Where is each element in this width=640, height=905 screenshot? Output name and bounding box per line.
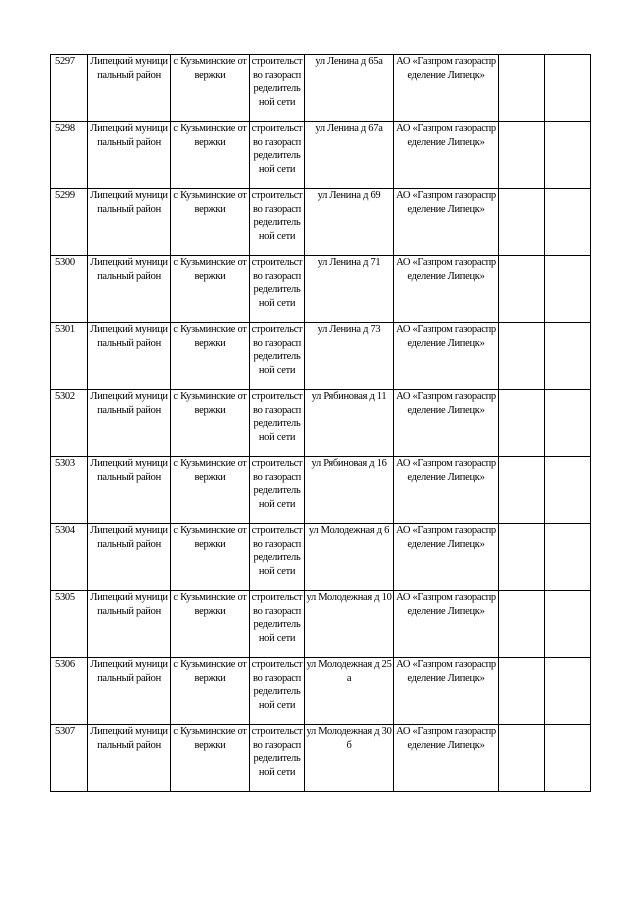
address-cell: ул Молодежная д 10 xyxy=(305,591,394,658)
settlement-cell: с Кузьминские отвержки xyxy=(171,323,250,390)
object-cell: строительство газораспределительной сети xyxy=(250,725,305,792)
organization-cell: АО «Газпром газораспределение Липецк» xyxy=(394,725,499,792)
address-cell: ул Ленина д 69 xyxy=(305,189,394,256)
settlement-cell: с Кузьминские отвержки xyxy=(171,390,250,457)
row-number-cell: 5301 xyxy=(51,323,88,390)
empty-cell xyxy=(545,122,591,189)
empty-cell xyxy=(545,524,591,591)
empty-cell xyxy=(545,55,591,122)
settlement-cell: с Кузьминские отвержки xyxy=(171,256,250,323)
address-cell: ул Молодежная д 6 xyxy=(305,524,394,591)
settlement-cell: с Кузьминские отвержки xyxy=(171,591,250,658)
empty-cell xyxy=(545,457,591,524)
district-cell: Липецкий муниципальный район xyxy=(88,122,171,189)
district-cell: Липецкий муниципальный район xyxy=(88,725,171,792)
organization-cell: АО «Газпром газораспределение Липецк» xyxy=(394,323,499,390)
empty-cell xyxy=(499,658,545,725)
table-row xyxy=(51,323,591,390)
empty-cell xyxy=(499,256,545,323)
row-number-cell: 5302 xyxy=(51,390,88,457)
table-row xyxy=(51,189,591,256)
empty-cell xyxy=(545,189,591,256)
district-cell: Липецкий муниципальный район xyxy=(88,390,171,457)
object-cell: строительство газораспределительной сети xyxy=(250,390,305,457)
table-row xyxy=(51,457,591,524)
object-cell: строительство газораспределительной сети xyxy=(250,55,305,122)
district-cell: Липецкий муниципальный район xyxy=(88,189,171,256)
empty-cell xyxy=(499,725,545,792)
table-row xyxy=(51,591,591,658)
row-number-cell: 5304 xyxy=(51,524,88,591)
empty-cell xyxy=(545,591,591,658)
settlement-cell: с Кузьминские отвержки xyxy=(171,189,250,256)
table-row xyxy=(51,55,591,122)
address-cell: ул Молодежная д 25а xyxy=(305,658,394,725)
empty-cell xyxy=(545,323,591,390)
district-cell: Липецкий муниципальный район xyxy=(88,591,171,658)
object-cell: строительство газораспределительной сети xyxy=(250,591,305,658)
table-row xyxy=(51,725,591,792)
settlement-cell: с Кузьминские отвержки xyxy=(171,658,250,725)
address-cell: ул Ленина д 65а xyxy=(305,55,394,122)
table-row xyxy=(51,658,591,725)
empty-cell xyxy=(499,591,545,658)
settlement-cell: с Кузьминские отвержки xyxy=(171,55,250,122)
organization-cell: АО «Газпром газораспределение Липецк» xyxy=(394,658,499,725)
empty-cell xyxy=(499,189,545,256)
organization-cell: АО «Газпром газораспределение Липецк» xyxy=(394,591,499,658)
empty-cell xyxy=(545,658,591,725)
row-number-cell: 5297 xyxy=(51,55,88,122)
organization-cell: АО «Газпром газораспределение Липецк» xyxy=(394,189,499,256)
empty-cell xyxy=(499,122,545,189)
registry-table xyxy=(50,54,591,792)
address-cell: ул Ленина д 67а xyxy=(305,122,394,189)
row-number-cell: 5307 xyxy=(51,725,88,792)
empty-cell xyxy=(545,390,591,457)
empty-cell xyxy=(545,725,591,792)
row-number-cell: 5306 xyxy=(51,658,88,725)
row-number-cell: 5298 xyxy=(51,122,88,189)
empty-cell xyxy=(499,524,545,591)
address-cell: ул Рябиновая д 16 xyxy=(305,457,394,524)
empty-cell xyxy=(545,256,591,323)
organization-cell: АО «Газпром газораспределение Липецк» xyxy=(394,524,499,591)
district-cell: Липецкий муниципальный район xyxy=(88,55,171,122)
row-number-cell: 5299 xyxy=(51,189,88,256)
district-cell: Липецкий муниципальный район xyxy=(88,457,171,524)
table-row xyxy=(51,256,591,323)
organization-cell: АО «Газпром газораспределение Липецк» xyxy=(394,390,499,457)
empty-cell xyxy=(499,457,545,524)
table-row xyxy=(51,390,591,457)
address-cell: ул Рябиновая д 11 xyxy=(305,390,394,457)
row-number-cell: 5305 xyxy=(51,591,88,658)
settlement-cell: с Кузьминские отвержки xyxy=(171,725,250,792)
empty-cell xyxy=(499,55,545,122)
address-cell: ул Ленина д 71 xyxy=(305,256,394,323)
object-cell: строительство газораспределительной сети xyxy=(250,457,305,524)
district-cell: Липецкий муниципальный район xyxy=(88,256,171,323)
district-cell: Липецкий муниципальный район xyxy=(88,323,171,390)
object-cell: строительство газораспределительной сети xyxy=(250,323,305,390)
organization-cell: АО «Газпром газораспределение Липецк» xyxy=(394,256,499,323)
settlement-cell: с Кузьминские отвержки xyxy=(171,524,250,591)
address-cell: ул Молодежная д 30б xyxy=(305,725,394,792)
object-cell: строительство газораспределительной сети xyxy=(250,256,305,323)
district-cell: Липецкий муниципальный район xyxy=(88,658,171,725)
empty-cell xyxy=(499,390,545,457)
table-row xyxy=(51,122,591,189)
settlement-cell: с Кузьминские отвержки xyxy=(171,122,250,189)
organization-cell: АО «Газпром газораспределение Липецк» xyxy=(394,457,499,524)
organization-cell: АО «Газпром газораспределение Липецк» xyxy=(394,122,499,189)
object-cell: строительство газораспределительной сети xyxy=(250,122,305,189)
object-cell: строительство газораспределительной сети xyxy=(250,658,305,725)
address-cell: ул Ленина д 73 xyxy=(305,323,394,390)
row-number-cell: 5303 xyxy=(51,457,88,524)
empty-cell xyxy=(499,323,545,390)
object-cell: строительство газораспределительной сети xyxy=(250,524,305,591)
table-body xyxy=(51,55,591,792)
row-number-cell: 5300 xyxy=(51,256,88,323)
table-row xyxy=(51,524,591,591)
settlement-cell: с Кузьминские отвержки xyxy=(171,457,250,524)
object-cell: строительство газораспределительной сети xyxy=(250,189,305,256)
organization-cell: АО «Газпром газораспределение Липецк» xyxy=(394,55,499,122)
district-cell: Липецкий муниципальный район xyxy=(88,524,171,591)
